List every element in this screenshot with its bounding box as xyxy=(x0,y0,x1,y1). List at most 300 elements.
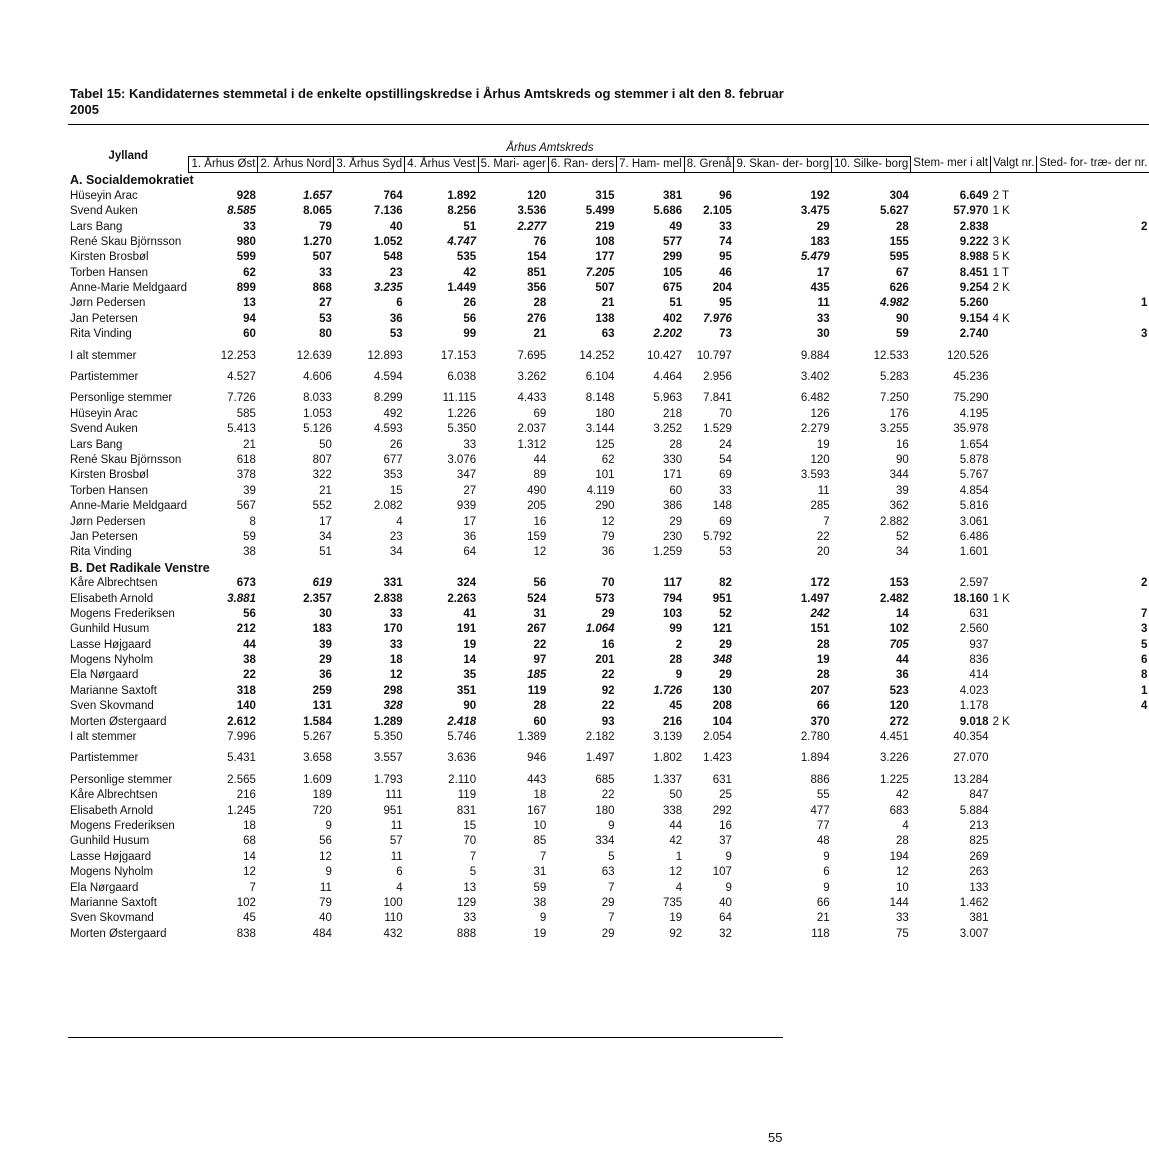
cell xyxy=(991,576,1037,591)
row-label: Morten Østergaard xyxy=(70,715,167,728)
cell: 74 xyxy=(719,235,732,248)
cell: 4 xyxy=(675,881,683,894)
cell: 577 xyxy=(663,235,683,248)
cell: 45 xyxy=(669,700,683,713)
table-header xyxy=(68,125,1149,173)
cell: 28 xyxy=(816,669,830,682)
cell: 5.963 xyxy=(653,392,683,405)
cell: 33 xyxy=(719,220,732,233)
table-row xyxy=(68,370,1149,385)
row-label: Kåre Albrechtsen xyxy=(70,789,158,802)
cell: 26 xyxy=(463,297,477,310)
cell: 12 xyxy=(389,669,403,682)
cell: 53 xyxy=(319,312,332,325)
cell: 492 xyxy=(383,407,403,420)
table-row xyxy=(68,422,1149,437)
cell xyxy=(991,437,1037,452)
cell xyxy=(991,530,1037,545)
cell: 2.838 xyxy=(959,220,989,233)
cell: 285 xyxy=(810,500,830,513)
cell: 23 xyxy=(389,530,403,543)
table-row xyxy=(68,591,1149,606)
cell: 353 xyxy=(383,469,403,482)
cell xyxy=(991,819,1037,834)
cell: 675 xyxy=(663,282,683,295)
cell: 45.236 xyxy=(953,371,989,384)
cell xyxy=(1037,468,1149,483)
cell: 6 xyxy=(1141,654,1148,667)
row-label: Lasse Højgaard xyxy=(70,638,152,651)
cell: 33 xyxy=(463,912,477,925)
cell: 14 xyxy=(463,654,477,667)
cell xyxy=(1037,312,1149,327)
cell: 5.431 xyxy=(227,752,256,765)
cell: 12.639 xyxy=(296,349,332,362)
cell: 183 xyxy=(312,623,332,636)
cell: 1.462 xyxy=(959,896,989,909)
cell: 6.486 xyxy=(959,530,989,543)
cell: 40.354 xyxy=(953,731,989,744)
cell: 33 xyxy=(896,912,909,925)
cell: 8.299 xyxy=(373,392,403,405)
cell: 185 xyxy=(527,669,547,682)
cell: 125 xyxy=(595,438,615,451)
cell: 39 xyxy=(896,484,909,497)
cell: 242 xyxy=(810,607,830,620)
cell: 151 xyxy=(810,623,830,636)
cell: 29 xyxy=(319,654,332,667)
cell xyxy=(1037,391,1149,406)
row-label: Kirsten Brosbøl xyxy=(70,251,149,264)
cell: 3.144 xyxy=(585,423,615,436)
cell: 79 xyxy=(319,896,332,909)
cell: 51 xyxy=(319,546,332,559)
cell: 928 xyxy=(236,189,256,202)
cell: 4 xyxy=(902,819,909,832)
cell xyxy=(991,834,1037,849)
table-row xyxy=(68,576,1149,591)
cell xyxy=(1037,514,1149,529)
column-header: Sted- for- træ- der nr. xyxy=(1037,156,1149,172)
cell: 35 xyxy=(463,669,477,682)
table-row xyxy=(68,803,1149,818)
cell: 70 xyxy=(719,407,732,420)
cell: 7 xyxy=(608,881,615,894)
cell: 21 xyxy=(601,297,615,310)
cell: 3.226 xyxy=(880,752,909,765)
cell: 126 xyxy=(810,407,830,420)
cell: 36 xyxy=(319,669,332,682)
table-row xyxy=(68,911,1149,926)
cell xyxy=(1037,281,1149,296)
row-label: Mogens Nyholm xyxy=(70,866,154,879)
cell: 946 xyxy=(527,752,547,765)
cell: 435 xyxy=(810,282,830,295)
table-row xyxy=(68,638,1149,653)
cell: 37 xyxy=(719,835,732,848)
cell xyxy=(991,911,1037,926)
cell: 23 xyxy=(389,266,403,279)
cell: 1 xyxy=(1141,297,1148,310)
cell: 1.178 xyxy=(959,700,989,713)
cell: 381 xyxy=(663,189,683,202)
cell: 9 xyxy=(608,819,615,832)
cell: 825 xyxy=(969,835,989,848)
cell: 99 xyxy=(463,328,477,341)
cell: 33 xyxy=(463,438,477,451)
cell: 324 xyxy=(456,577,477,590)
cell: 33 xyxy=(319,266,332,279)
cell: 53 xyxy=(389,328,403,341)
row-label: René Skau Björnsson xyxy=(70,454,182,466)
cell: 9.254 xyxy=(959,282,989,295)
cell: 77 xyxy=(816,819,830,832)
cell: 14 xyxy=(896,607,909,620)
row-label: Lars Bang xyxy=(70,438,123,451)
cell: 154 xyxy=(527,251,547,264)
cell: 2.612 xyxy=(227,715,256,728)
cell: 1 K xyxy=(992,205,1010,218)
page-title: Tabel 15: Kandidaternes stemmetal i de enkelte opstillingskredse i Århus Amtskreds og stemmer i alt den 8. februar 2005 xyxy=(70,86,784,117)
cell: 4.594 xyxy=(373,371,403,384)
cell: 56 xyxy=(463,312,477,325)
column-header: 5. Mari- ager xyxy=(478,156,548,172)
cell: 299 xyxy=(663,251,683,264)
cell: 28 xyxy=(533,297,547,310)
cell: 5.350 xyxy=(373,731,403,744)
cell: 130 xyxy=(712,684,732,697)
cell: 5.479 xyxy=(800,251,830,264)
cell: 69 xyxy=(719,469,732,482)
cell: 216 xyxy=(663,715,683,728)
cell: 11 xyxy=(817,484,830,497)
cell: 121 xyxy=(712,623,732,636)
cell: 490 xyxy=(527,484,547,497)
cell: 9.018 xyxy=(959,715,989,728)
cell: 11 xyxy=(319,881,332,894)
cell: 34 xyxy=(319,530,332,543)
cell: 63 xyxy=(601,328,615,341)
row-label: Svend Auken xyxy=(70,423,138,436)
cell: 4 xyxy=(396,515,403,528)
cell: 153 xyxy=(889,577,909,590)
cell: 2.037 xyxy=(517,423,547,436)
cell: 102 xyxy=(889,623,909,636)
cell: 93 xyxy=(601,715,615,728)
column-header: 2. Århus Nord xyxy=(258,156,334,172)
cell: 2.597 xyxy=(959,577,989,590)
cell: 484 xyxy=(312,927,332,940)
row-label: Morten Østergaard xyxy=(70,927,167,940)
cell: 1.802 xyxy=(653,752,683,765)
cell xyxy=(991,880,1037,895)
cell: 9 xyxy=(823,881,830,894)
cell: 1.892 xyxy=(447,189,477,202)
cell: 5.792 xyxy=(703,530,732,543)
cell: 27.070 xyxy=(953,752,989,765)
cell: 4.606 xyxy=(303,371,332,384)
row-label: Jan Petersen xyxy=(70,312,138,325)
cell: 14.252 xyxy=(579,349,615,362)
cell: 888 xyxy=(456,927,477,940)
cell: 15 xyxy=(389,484,403,497)
table-row xyxy=(68,266,1149,281)
cell xyxy=(991,653,1037,668)
cell: 272 xyxy=(889,715,909,728)
cell: 2.105 xyxy=(703,205,732,218)
cell: 218 xyxy=(663,407,683,420)
cell: 19 xyxy=(816,438,830,451)
cell: 3.593 xyxy=(800,469,830,482)
cell: 2.054 xyxy=(703,731,732,744)
cell: 10.797 xyxy=(696,349,732,362)
cell: 378 xyxy=(236,469,256,482)
cell: 62 xyxy=(243,266,256,279)
cell: 705 xyxy=(889,638,909,651)
cell: 831 xyxy=(456,804,477,817)
cell: 334 xyxy=(595,835,615,848)
cell: 12.893 xyxy=(367,349,403,362)
cell xyxy=(991,699,1037,714)
cell: 5.413 xyxy=(227,423,256,436)
table-row xyxy=(68,453,1149,468)
cell: 1 xyxy=(675,850,683,863)
cell: 348 xyxy=(712,654,732,667)
cell: 105 xyxy=(663,266,683,279)
table-row xyxy=(68,896,1149,911)
cell: 4.119 xyxy=(586,484,615,497)
cell: 1.226 xyxy=(447,407,477,420)
cell: 1.423 xyxy=(703,752,732,765)
cell: 3.139 xyxy=(653,731,683,744)
cell: 269 xyxy=(969,850,989,863)
row-label: Torben Hansen xyxy=(70,484,148,497)
row-label: Svend Auken xyxy=(70,205,138,218)
cell: 6 xyxy=(396,866,403,879)
table-row xyxy=(68,312,1149,327)
cell: 90 xyxy=(463,700,477,713)
cell xyxy=(1037,773,1149,788)
cell: 205 xyxy=(527,500,547,513)
cell: 5.627 xyxy=(880,205,909,218)
cell: 4.464 xyxy=(653,371,683,384)
table-row xyxy=(68,281,1149,296)
cell: 1.529 xyxy=(703,423,732,436)
cell: 2.560 xyxy=(959,623,989,636)
cell: 3.636 xyxy=(447,752,477,765)
cell: 5.878 xyxy=(959,454,989,466)
cell: 176 xyxy=(889,407,909,420)
cell: 3.076 xyxy=(447,454,477,466)
cell: 29 xyxy=(719,669,732,682)
cell: 21 xyxy=(533,328,547,341)
table-row xyxy=(68,653,1149,668)
cell: 32 xyxy=(719,927,732,940)
cell: 21 xyxy=(319,484,332,497)
cell: 34 xyxy=(896,546,909,559)
cell: 263 xyxy=(969,866,989,879)
cell: 38 xyxy=(533,896,547,909)
cell: 13 xyxy=(463,881,477,894)
cell: 2.740 xyxy=(959,328,989,341)
cell: 107 xyxy=(712,866,732,879)
cell: 7.136 xyxy=(373,205,403,218)
cell: 18 xyxy=(243,819,256,832)
table-row xyxy=(68,348,1149,363)
row-label: Anne-Marie Meldgaard xyxy=(70,500,187,513)
cell: 5 K xyxy=(992,251,1010,264)
cell: 838 xyxy=(236,927,256,940)
cell: 552 xyxy=(312,500,332,513)
cell: 7 xyxy=(1141,607,1148,620)
cell: 9.154 xyxy=(959,312,989,325)
table-row xyxy=(68,850,1149,865)
cell: 111 xyxy=(385,789,403,802)
table-row xyxy=(68,189,1149,204)
cell: 1.289 xyxy=(373,715,403,728)
cell xyxy=(991,391,1037,406)
row-label: Anne-Marie Meldgaard xyxy=(70,282,187,295)
cell: 6.649 xyxy=(959,189,989,202)
row-label: Jørn Pedersen xyxy=(70,515,146,528)
cell: 29 xyxy=(601,927,615,940)
cell: 76 xyxy=(533,235,547,248)
cell: 94 xyxy=(243,312,256,325)
cell: 194 xyxy=(889,850,909,863)
cell: 171 xyxy=(663,469,683,482)
cell: 2.279 xyxy=(800,423,830,436)
cell xyxy=(1037,545,1149,560)
cell: 10 xyxy=(533,819,547,832)
cell: 6.482 xyxy=(800,392,830,405)
cell: 29 xyxy=(601,896,615,909)
table-row xyxy=(68,204,1149,219)
cell: 4.854 xyxy=(959,484,989,497)
cell: 6.104 xyxy=(585,371,615,384)
cell: 19 xyxy=(533,927,547,940)
cell xyxy=(1037,250,1149,265)
row-label: Ela Nørgaard xyxy=(70,881,139,894)
cell: 3.255 xyxy=(880,423,909,436)
cell: 46 xyxy=(719,266,732,279)
cell: 2.202 xyxy=(653,328,683,341)
cell: 764 xyxy=(383,189,403,202)
cell xyxy=(991,545,1037,560)
cell: 19 xyxy=(669,912,683,925)
cell: 29 xyxy=(601,607,615,620)
cell: 3.061 xyxy=(959,515,989,528)
cell: 619 xyxy=(312,577,332,590)
cell: 31 xyxy=(533,607,547,620)
cell: 1 K xyxy=(992,592,1010,605)
table-row xyxy=(68,834,1149,849)
cell: 4 K xyxy=(992,312,1010,325)
cell: 4.747 xyxy=(447,235,477,248)
cell: 33 xyxy=(389,607,403,620)
cell: 939 xyxy=(456,500,477,513)
cell: 1.259 xyxy=(653,546,683,559)
cell: 36 xyxy=(463,530,477,543)
cell: 3.252 xyxy=(653,423,683,436)
cell: 1.654 xyxy=(959,438,989,451)
cell: 3 xyxy=(1141,623,1148,636)
cell: 33 xyxy=(719,484,732,497)
cell: 201 xyxy=(595,654,615,667)
cell: 8.585 xyxy=(227,205,256,218)
cell: 351 xyxy=(456,684,477,697)
cell: 3.557 xyxy=(373,752,403,765)
table-row xyxy=(68,865,1149,880)
cell: 1.584 xyxy=(303,715,332,728)
cell: 28 xyxy=(896,220,909,233)
cell: 9 xyxy=(675,669,683,682)
cell: 22 xyxy=(243,669,256,682)
cell: 6 xyxy=(823,866,830,879)
cell: 51 xyxy=(669,297,683,310)
cell: 1.389 xyxy=(517,731,547,744)
column-header: 8. Grenå xyxy=(684,156,734,172)
cell xyxy=(1037,530,1149,545)
table-row xyxy=(68,407,1149,422)
cell: 33 xyxy=(243,220,256,233)
row-label: Elisabeth Arnold xyxy=(70,592,154,605)
cell: 79 xyxy=(601,530,615,543)
cell: 38 xyxy=(243,546,256,559)
table-row xyxy=(68,773,1149,788)
cell: 10 xyxy=(896,881,909,894)
cell: 12 xyxy=(243,866,256,879)
cell xyxy=(1037,850,1149,865)
cell xyxy=(991,219,1037,234)
cell xyxy=(1037,370,1149,385)
cell: 7 xyxy=(539,850,547,863)
cell: 17 xyxy=(319,515,332,528)
cell: 3.262 xyxy=(517,371,547,384)
cell: 100 xyxy=(383,896,403,909)
table-row xyxy=(68,607,1149,622)
cell: 60 xyxy=(533,715,547,728)
cell: 573 xyxy=(595,592,615,605)
cell: 298 xyxy=(383,684,403,697)
cell: 22 xyxy=(816,530,830,543)
cell: 131 xyxy=(312,700,332,713)
cell: 27 xyxy=(319,297,332,310)
cell: 75 xyxy=(896,927,909,940)
cell: 11 xyxy=(817,297,830,310)
cell: 20 xyxy=(816,546,830,559)
cell xyxy=(991,927,1037,942)
cell: 57 xyxy=(389,835,403,848)
cell: 56 xyxy=(319,835,332,848)
row-label: Mogens Nyholm xyxy=(70,654,154,667)
table-row xyxy=(68,730,1149,745)
table-row xyxy=(68,219,1149,234)
cell: 29 xyxy=(719,638,732,651)
table-row xyxy=(68,880,1149,895)
cell: 180 xyxy=(595,407,615,420)
cell: 523 xyxy=(889,684,909,697)
cell: 148 xyxy=(712,500,732,513)
cell: 507 xyxy=(595,282,615,295)
cell: 19 xyxy=(463,638,477,651)
cell: 39 xyxy=(243,484,256,497)
cell: 292 xyxy=(712,804,732,817)
cell: 119 xyxy=(527,684,547,697)
cell: 1.497 xyxy=(800,592,830,605)
cell: 4.195 xyxy=(959,407,989,420)
cell: 585 xyxy=(236,407,256,420)
cell xyxy=(1037,484,1149,499)
